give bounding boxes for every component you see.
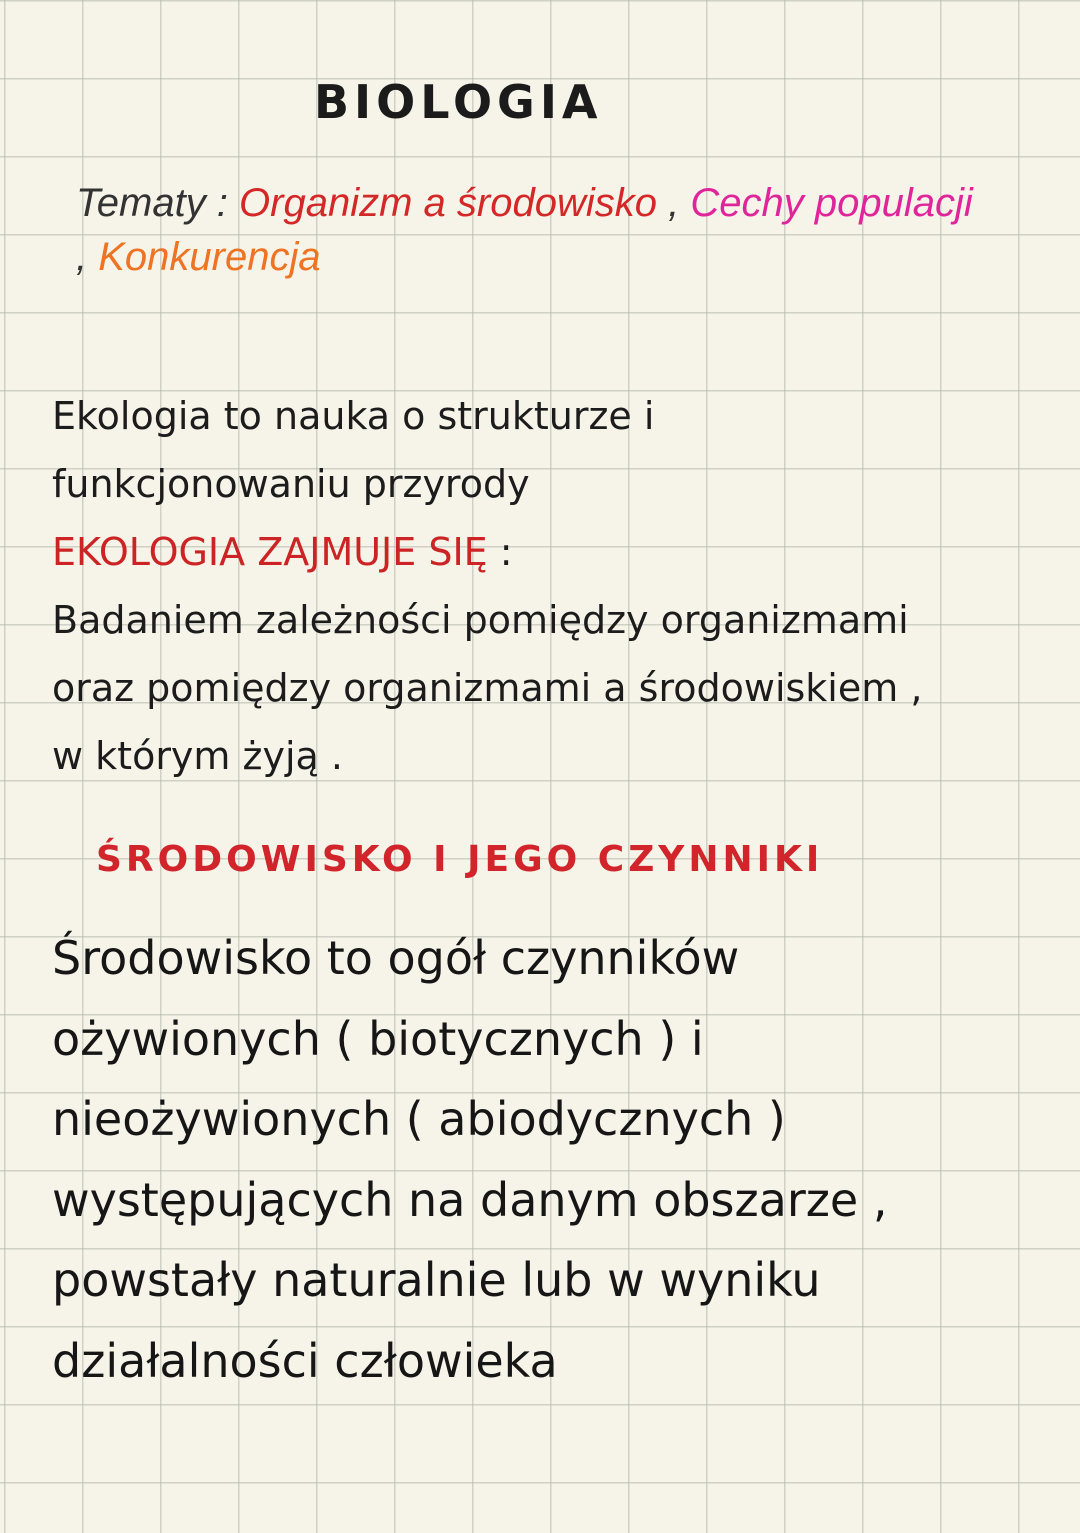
topic-separator: ,: [76, 235, 88, 279]
topics-line: [76, 176, 976, 284]
topic-item-organizm: Organizm a środowisko: [239, 181, 657, 225]
environment-line: Środowisko to ogół czynników: [52, 931, 740, 985]
scope-heading: EKOLOGIA ZAJMUJE SIĘ: [52, 530, 488, 574]
environment-line: działalności człowieka: [52, 1333, 558, 1388]
environment-line: ożywionych ( biotycznych ) i: [52, 1011, 704, 1066]
definition-line: funkcjonowaniu przyrody: [52, 462, 530, 506]
definition-line: Ekologia to nauka o strukturze i: [52, 394, 655, 438]
ecology-definition: [52, 382, 1052, 790]
environment-line: występujących na danym obszarze ,: [52, 1172, 888, 1227]
topic-separator: ,: [668, 181, 680, 225]
environment-definition: [52, 918, 1062, 1401]
topics-label: Tematy :: [76, 181, 228, 225]
scope-line: oraz pomiędzy organizmami a środowiskiem ,: [52, 666, 923, 710]
scope-line: w którym żyją .: [52, 734, 343, 778]
scope-heading-line: [52, 518, 1052, 586]
scope-colon: :: [499, 530, 513, 574]
environment-line: nieożywionych ( abiodycznych ): [52, 1092, 786, 1146]
section-heading: ŚRODOWISKO I JEGO CZYNNIKI: [96, 839, 824, 880]
scope-line: Badaniem zależności pomiędzy organizmami: [52, 598, 909, 642]
page-title: BIOLOGIA: [314, 75, 603, 129]
topic-item-cechy: Cechy populacji: [690, 181, 973, 225]
topic-item-konkurencja: Konkurencja: [98, 235, 321, 279]
environment-line: powstały naturalnie lub w wyniku: [52, 1253, 821, 1307]
